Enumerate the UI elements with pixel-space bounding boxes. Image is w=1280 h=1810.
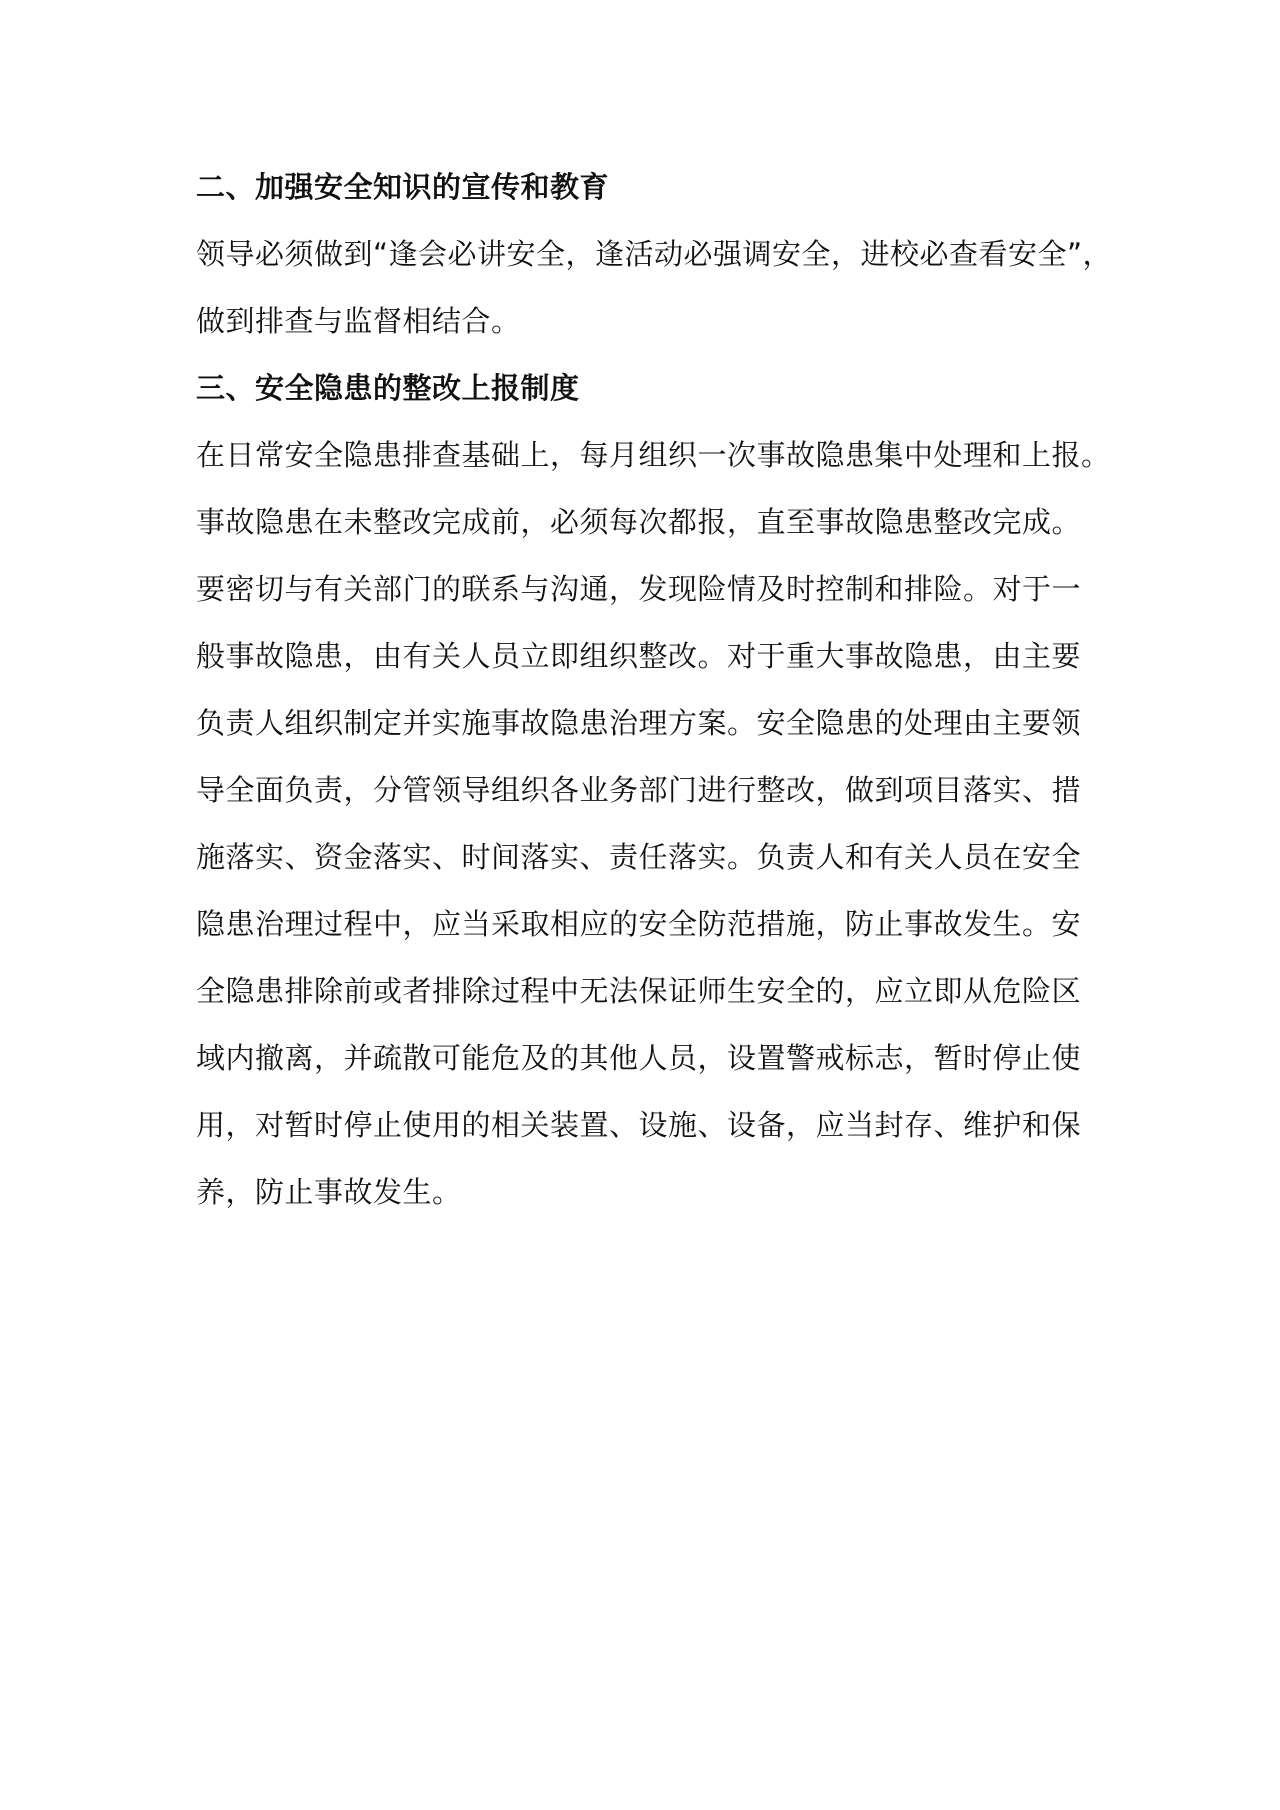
paragraph-line: 在日常安全隐患排查基础上，每月组织一次事故隐患集中处理和上报。 — [196, 438, 1111, 472]
paragraph-line: 导全面负责，分管领导组织各业务部门进行整改，做到项目落实、措 — [196, 773, 1082, 807]
paragraph-line: 事故隐患在未整改完成前，必须每次都报，直至事故隐患整改完成。 — [196, 505, 1082, 539]
paragraph-line: 隐患治理过程中，应当采取相应的安全防范措施，防止事故发生。安 — [196, 907, 1082, 941]
section-heading: 二、加强安全知识的宣传和教育 — [196, 170, 610, 204]
paragraph-line: 全隐患排除前或者排除过程中无法保证师生安全的，应立即从危险区 — [196, 974, 1082, 1008]
paragraph-line: 要密切与有关部门的联系与沟通，发现险情及时控制和排险。对于一 — [196, 572, 1082, 606]
paragraph-line: 域内撤离，并疏散可能危及的其他人员，设置警戒标志，暂时停止使 — [196, 1041, 1082, 1075]
paragraph-line: 般事故隐患，由有关人员立即组织整改。对于重大事故隐患，由主要 — [196, 639, 1082, 673]
paragraph-line: 负责人组织制定并实施事故隐患治理方案。安全隐患的处理由主要领 — [196, 706, 1082, 740]
section-heading: 三、安全隐患的整改上报制度 — [196, 371, 580, 405]
document-body — [196, 154, 1113, 1226]
paragraph-line: 领导必须做到“逢会必讲安全，逢活动必强调安全，进校必查看安全”， — [196, 237, 1113, 271]
paragraph-line: 养，防止事故发生。 — [196, 1175, 462, 1209]
paragraph-line: 做到排查与监督相结合。 — [196, 304, 521, 338]
paragraph-line: 施落实、资金落实、时间落实、责任落实。负责人和有关人员在安全 — [196, 840, 1082, 874]
paragraph-line: 用，对暂时停止使用的相关装置、设施、设备，应当封存、维护和保 — [196, 1108, 1082, 1142]
